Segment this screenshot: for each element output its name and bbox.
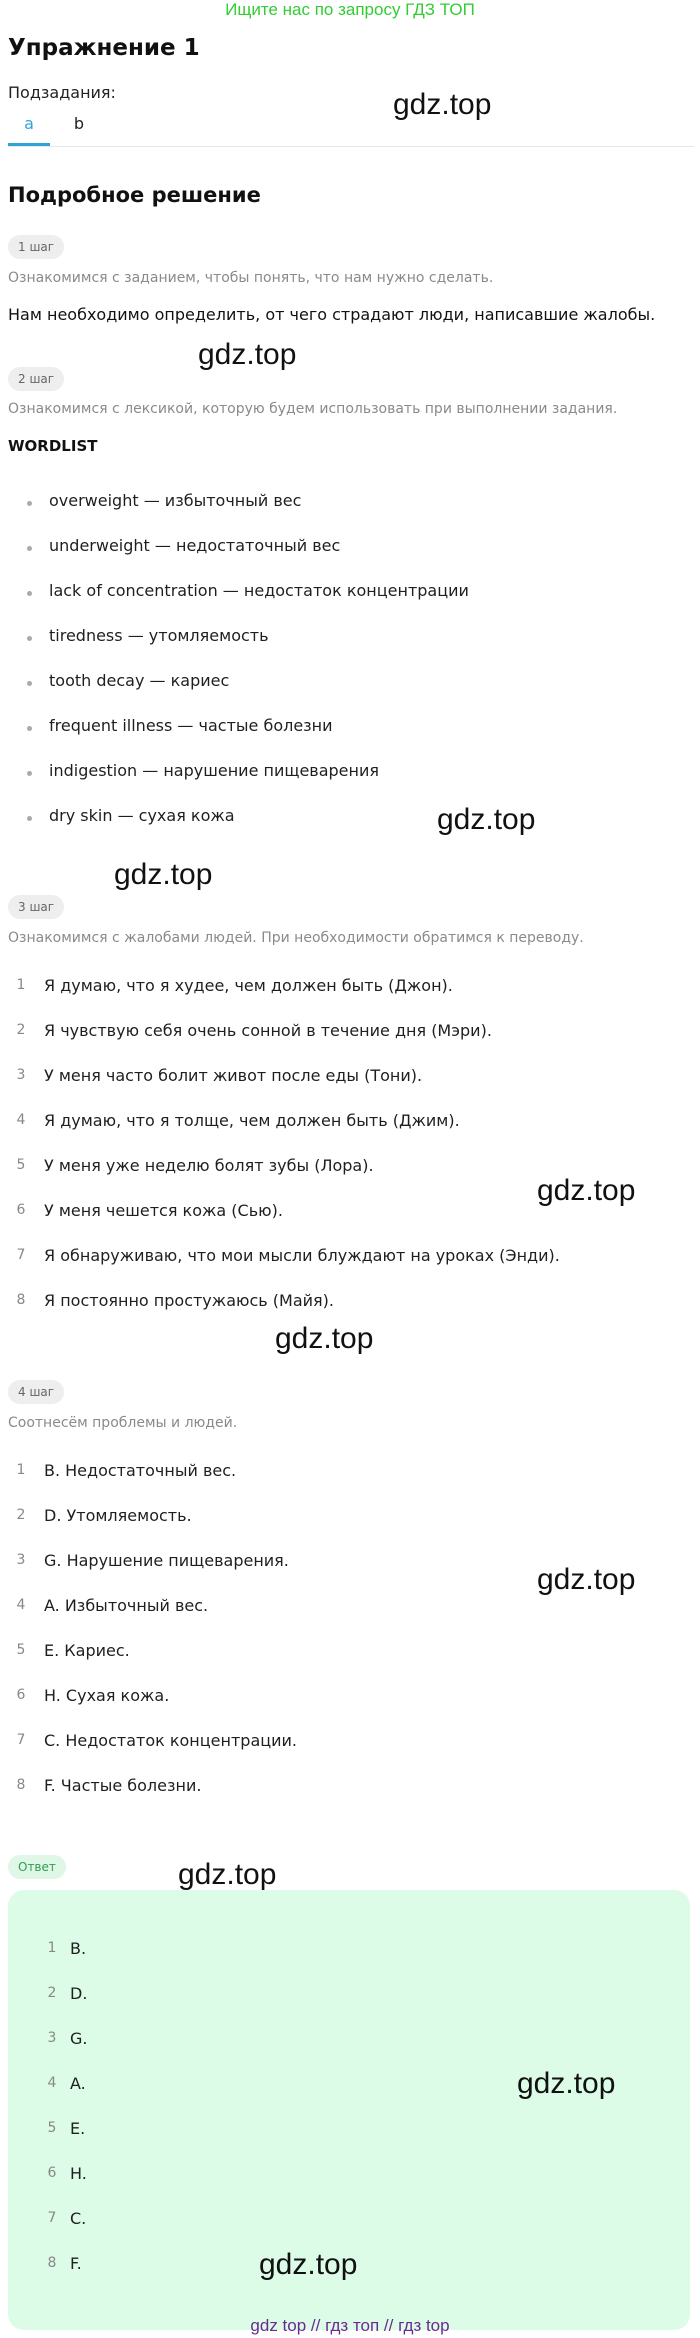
divider	[8, 146, 694, 147]
wordlist-item: overweight — избыточный вес	[49, 491, 302, 510]
complaint-item: У меня чешется кожа (Сью).	[44, 1201, 283, 1220]
list-number: 8	[47, 2255, 57, 2271]
list-bullet	[27, 726, 32, 731]
list-bullet	[27, 591, 32, 596]
list-number: 3	[16, 1067, 26, 1083]
list-number: 5	[16, 1157, 26, 1173]
complaint-item: Я обнаруживаю, что мои мысли блуждают на уроках (Энди).	[44, 1246, 560, 1265]
step-badge: 4 шаг	[8, 1380, 64, 1404]
list-number: 3	[16, 1552, 26, 1568]
footer-links[interactable]: gdz top // гдз топ // гдз top	[250, 2316, 450, 2335]
wordlist-item: dry skin — сухая кожа	[49, 806, 235, 825]
watermark: gdz.top	[275, 1322, 374, 1355]
complaint-item: У меня уже неделю болят зубы (Лора).	[44, 1156, 374, 1175]
list-number: 2	[16, 1022, 26, 1038]
list-number: 7	[16, 1732, 26, 1748]
answer-item: H.	[70, 2164, 87, 2183]
step-text: Нам необходимо определить, от чего страдают люди, написавшие жалобы.	[8, 305, 656, 324]
step-badge: 2 шаг	[8, 367, 64, 391]
watermark: gdz.top	[198, 338, 297, 371]
answer-item: A.	[70, 2074, 86, 2093]
list-number: 7	[47, 2210, 57, 2226]
match-item: H. Сухая кожа.	[44, 1686, 170, 1705]
complaint-item: У меня часто болит живот после еды (Тони).	[44, 1066, 423, 1085]
list-number: 5	[47, 2120, 57, 2136]
match-item: A. Избыточный вес.	[44, 1596, 209, 1615]
list-number: 1	[16, 1462, 26, 1478]
top-banner[interactable]: Ищите нас по запросу ГДЗ ТОП	[225, 0, 475, 19]
watermark: gdz.top	[259, 2248, 358, 2281]
wordlist-item: lack of concentration — недостаток концентрации	[49, 581, 469, 600]
answer-item: D.	[70, 1984, 88, 2003]
list-bullet	[27, 546, 32, 551]
step-badge: 3 шаг	[8, 895, 64, 919]
list-number: 2	[47, 1985, 57, 2001]
answer-item: C.	[70, 2209, 87, 2228]
complaint-item: Я чувствую себя очень сонной в течение дня (Мэри).	[44, 1021, 492, 1040]
tab-a[interactable]: a	[24, 114, 34, 133]
watermark: gdz.top	[437, 803, 536, 836]
match-item: E. Кариес.	[44, 1641, 130, 1660]
match-item: C. Недостаток концентрации.	[44, 1731, 298, 1750]
list-number: 1	[47, 1940, 57, 1956]
watermark: gdz.top	[178, 1858, 277, 1891]
list-bullet	[27, 636, 32, 641]
match-item: F. Частые болезни.	[44, 1776, 202, 1795]
answer-item: B.	[70, 1939, 87, 1958]
solution-title: Подробное решение	[8, 183, 261, 207]
list-number: 8	[16, 1777, 26, 1793]
complaint-item: Я думаю, что я худее, чем должен быть (Джон).	[44, 976, 453, 995]
step-badge: 1 шаг	[8, 235, 64, 259]
step-note: Ознакомимся с жалобами людей. При необходимости обратимся к переводу.	[8, 930, 584, 946]
wordlist-heading: WORDLIST	[8, 437, 98, 455]
match-item: D. Утомляемость.	[44, 1506, 192, 1525]
answer-badge: Ответ	[8, 1855, 66, 1879]
answer-item: F.	[70, 2254, 82, 2273]
watermark: gdz.top	[537, 1563, 636, 1596]
list-number: 4	[16, 1597, 26, 1613]
list-number: 1	[16, 977, 26, 993]
wordlist-item: tiredness — утомляемость	[49, 626, 269, 645]
list-bullet	[27, 501, 32, 506]
answer-item: G.	[70, 2029, 88, 2048]
watermark: gdz.top	[517, 2067, 616, 2100]
list-bullet	[27, 681, 32, 686]
match-item: G. Нарушение пищеварения.	[44, 1551, 289, 1570]
list-number: 7	[16, 1247, 26, 1263]
wordlist-item: underweight — недостаточный вес	[49, 536, 341, 555]
watermark: gdz.top	[393, 88, 492, 121]
list-number: 4	[16, 1112, 26, 1128]
complaint-item: Я постоянно простужаюсь (Майя).	[44, 1291, 334, 1310]
list-number: 2	[16, 1507, 26, 1523]
complaint-item: Я думаю, что я толще, чем должен быть (Джим).	[44, 1111, 460, 1130]
subtasks-label: Подзадания:	[8, 83, 116, 102]
step-note: Ознакомимся с заданием, чтобы понять, что нам нужно сделать.	[8, 270, 494, 286]
tab-b[interactable]: b	[73, 114, 85, 133]
step-note: Соотнесём проблемы и людей.	[8, 1415, 238, 1431]
wordlist-item: tooth decay — кариес	[49, 671, 230, 690]
watermark: gdz.top	[537, 1174, 636, 1207]
list-number: 4	[47, 2075, 57, 2091]
list-number: 5	[16, 1642, 26, 1658]
wordlist-item: indigestion — нарушение пищеварения	[49, 761, 379, 780]
match-item: B. Недостаточный вес.	[44, 1461, 237, 1480]
list-number: 6	[16, 1687, 26, 1703]
list-number: 6	[47, 2165, 57, 2181]
list-bullet	[27, 771, 32, 776]
list-number: 3	[47, 2030, 57, 2046]
watermark: gdz.top	[114, 858, 213, 891]
list-number: 8	[16, 1292, 26, 1308]
list-number: 6	[16, 1202, 26, 1218]
wordlist-item: frequent illness — частые болезни	[49, 716, 333, 735]
page-title: Упражнение 1	[8, 35, 200, 61]
answer-item: E.	[70, 2119, 86, 2138]
step-note: Ознакомимся с лексикой, которую будем использовать при выполнении задания.	[8, 401, 618, 417]
list-bullet	[27, 816, 32, 821]
